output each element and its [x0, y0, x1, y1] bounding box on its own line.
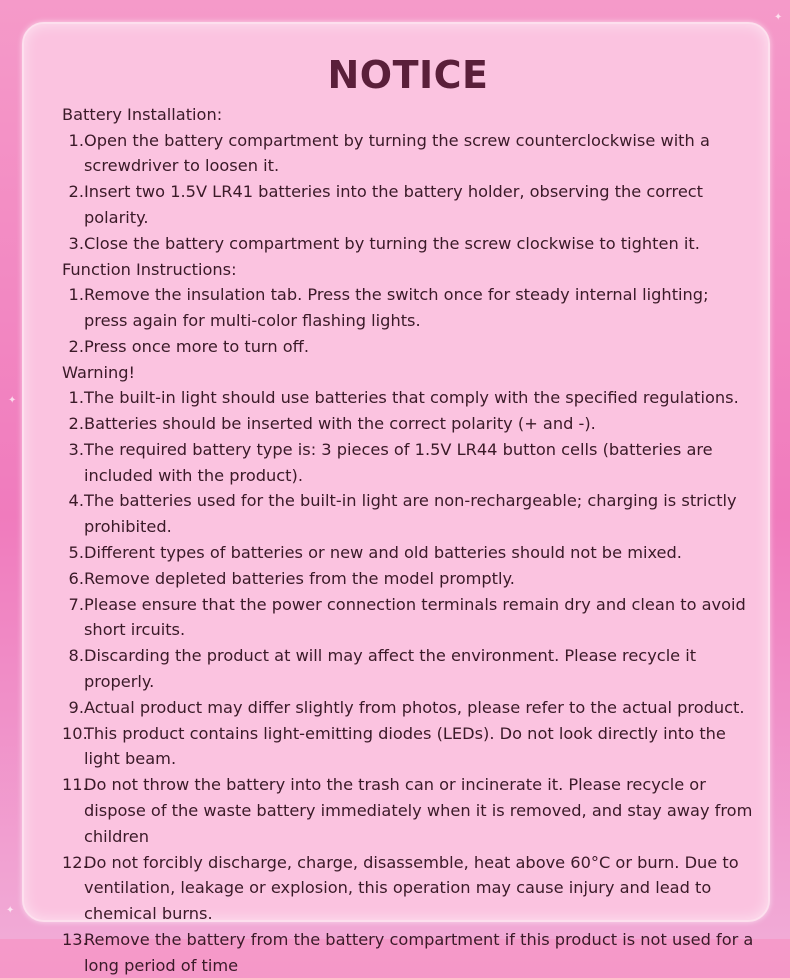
list-item: 6. Remove depleted batteries from the model promptly.: [68, 568, 515, 588]
list-item: 12. Do not forcibly discharge, charge, disassemble, heat above 60°C or burn. Due to ventilation, leakage or explosion, this operation may cause injury and lead to chemical burns.: [62, 852, 739, 924]
section-heading: Battery Installation:: [62, 105, 223, 124]
list-item: 5. Different types of batteries or new and old batteries should not be mixed.: [68, 542, 682, 562]
list-item: 9. Actual product may differ slightly from photos, please refer to the actual product.: [68, 697, 745, 717]
sparkle-icon: ✦: [774, 12, 783, 23]
section-function-instructions: [62, 257, 754, 360]
list-item: 1. The built-in light should use batteries that comply with the specified regulations.: [68, 388, 739, 408]
section-battery-installation: [62, 102, 754, 257]
warning-list: [62, 385, 754, 978]
list-item: 7. Please ensure that the power connection terminals remain dry and clean to avoid short ircuits.: [68, 594, 746, 640]
sparkle-icon: ✦: [8, 395, 17, 406]
list-item: 1. Remove the insulation tab. Press the switch once for steady internal lighting; press again for multi-color flashing lights.: [68, 285, 709, 330]
list-item: 2. Press once more to turn off.: [68, 336, 309, 356]
list-item: 3. The required battery type is: 3 pieces of 1.5V LR44 button cells (batteries are included with the product).: [68, 439, 713, 485]
list-item: 10. This product contains light-emitting diodes (LEDs). Do not look directly into the light beam.: [62, 723, 726, 769]
list-item: 13. Remove the battery from the battery compartment if this product is not used for a long period of time: [62, 929, 754, 975]
section-heading: Warning!: [62, 362, 136, 382]
battery-installation-list: [62, 128, 754, 257]
sparkle-icon: ✦: [6, 905, 15, 916]
list-item: 8. Discarding the product at will may affect the environment. Please recycle it properly.: [68, 646, 697, 691]
list-item: 2. Batteries should be inserted with the correct polarity (+ and -).: [68, 413, 596, 433]
list-item: 1. Open the battery compartment by turning the screw counterclockwise with a screwdriver to loosen it.: [68, 130, 710, 176]
notice-card: [22, 22, 770, 975]
section-heading: Function Instructions:: [62, 259, 237, 279]
list-item: 11. Do not throw the battery into the trash can or incinerate it. Please recycle or dispose of the waste battery immediately when it is removed, and stay away from children: [62, 775, 753, 846]
notice-title: NOTICE: [327, 53, 489, 97]
list-item: 3. Close the battery compartment by turning the screw clockwise to tighten it.: [68, 233, 700, 253]
function-instructions-list: [62, 282, 754, 359]
list-item: 2. Insert two 1.5V LR41 batteries into the battery holder, observing the correct polarity.: [68, 182, 704, 227]
list-item: 4. The batteries used for the built-in light are non-rechargeable; charging is strictly prohibited.: [68, 491, 737, 537]
section-warning: [62, 360, 754, 978]
